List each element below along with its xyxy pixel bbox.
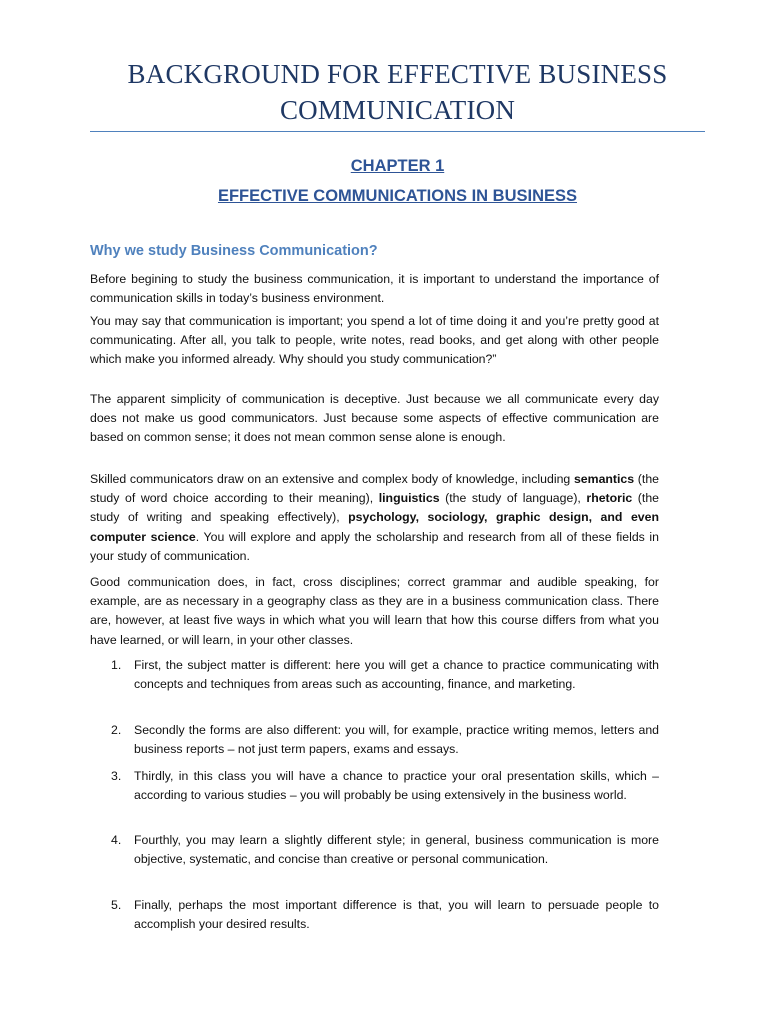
- list-item-text: First, the subject matter is different: here you will get a chance to practice communicating with concepts and techniques from areas such as accounting, finance, and marketing.: [134, 658, 659, 692]
- chapter-number: CHAPTER 1: [350, 157, 445, 175]
- title-line-1: BACKGROUND FOR EFFECTIVE BUSINESS: [127, 59, 668, 89]
- section-heading: Why we study Business Communication?: [90, 243, 378, 259]
- paragraph-2: You may say that communication is important; you spend a lot of time doing it and you’re pretty good at communicating. After all, you talk to people, write notes, read books, and get along with other people which make you informed already. Why should you study communication?”: [90, 314, 659, 367]
- term-rhetoric: rhetoric: [586, 491, 633, 506]
- title-divider: [90, 131, 705, 132]
- paragraph-4-text-2: (the study of word choice according to their meaning),: [90, 472, 660, 506]
- term-linguistics: linguistics: [378, 491, 440, 506]
- paragraph-4-text-4: (the study of writing and speaking effectively),: [90, 491, 659, 525]
- list-item-number: 1.: [111, 658, 122, 672]
- list-item-text: Finally, perhaps the most important difference is that, you will learn to persuade people to accomplish your desired results.: [134, 898, 659, 932]
- paragraph-4: [90, 470, 659, 566]
- paragraph-4-text-3: (the study of language),: [439, 491, 587, 506]
- list-item-number: 2.: [111, 723, 122, 737]
- list-item-number: 5.: [111, 898, 122, 912]
- paragraph-1: Before begining to study the business communication, it is important to understand the importance of communication skills in today’s business environment.: [90, 272, 659, 306]
- paragraph-5: Good communication does, in fact, cross disciplines; correct grammar and audible speaking, for example, are as necessary in a geography class as they are in a business communication class. There are, however, at least five ways in which what you will learn that how this course differs from what you have learned, or will learn, in your other classes.: [90, 575, 659, 647]
- document-title: [90, 56, 705, 128]
- list-item-text: Secondly the forms are also different: you will, for example, practice writing memos, letters and business reports – not just term papers, exams and essays.: [134, 723, 659, 757]
- list-item-text: Thirdly, in this class you will have a chance to practice your oral presentation skills, which – according to various studies – you will probably be using extensively in the business world.: [134, 769, 659, 803]
- title-line-2: COMMUNICATION: [279, 95, 516, 125]
- list-item-number: 4.: [111, 833, 122, 847]
- paragraph-4-text-1: Skilled communicators draw on an extensive and complex body of knowledge, including: [90, 472, 574, 486]
- paragraph-3: The apparent simplicity of communication is deceptive. Just because we all communicate every day does not make us good communicators. Just because some aspects of effective communication are based on common sense; it does not mean common sense alone is enough.: [90, 392, 659, 445]
- term-semantics: semantics: [573, 472, 635, 486]
- term-disciplines: psychology, sociology, graphic design, and even computer science: [90, 510, 659, 544]
- list-item-text: Fourthly, you may learn a slightly different style; in general, business communication is more objective, systematic, and concise than creative or personal communication.: [134, 833, 659, 867]
- chapter-title: EFFECTIVE COMMUNICATIONS IN BUSINESS: [217, 187, 578, 205]
- list-item-number: 3.: [111, 769, 122, 783]
- paragraph-4-text-5: . You will explore and apply the scholarship and research from all of these fields in your study of communication.: [90, 529, 659, 563]
